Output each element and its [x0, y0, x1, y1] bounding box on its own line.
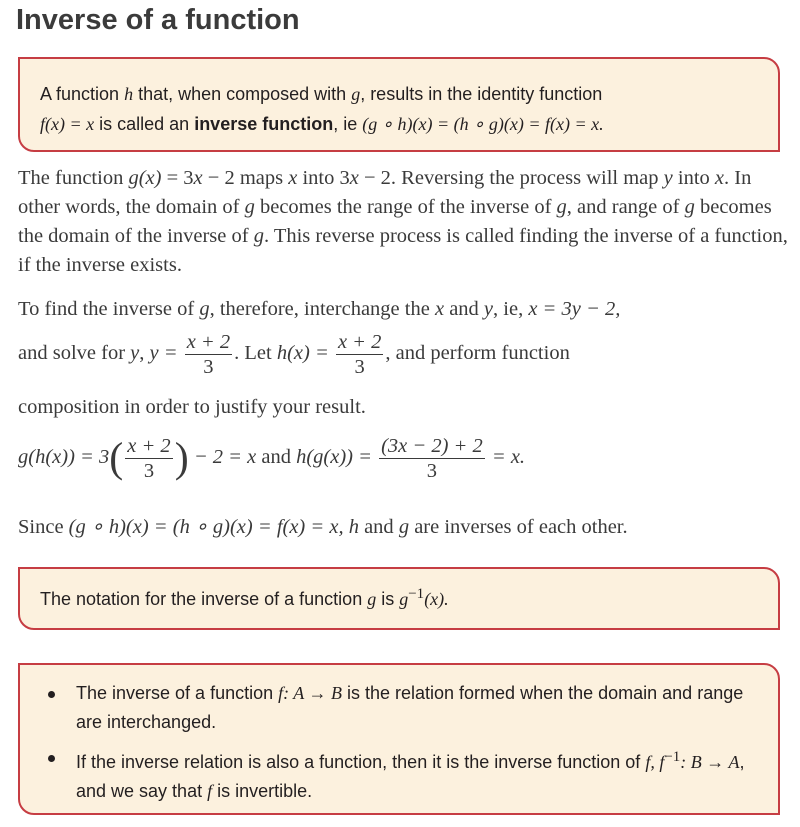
definition-line-1: A function h that, when composed with g, results in the identity function: [40, 84, 603, 104]
paragraph-find-inverse-line-3: composition in order to justify your result.: [18, 396, 366, 418]
composition-equation: g(h(x)) = 3( $\frac{x + 2}{3}$ ) − 2 = x and h(g(x)) = $\frac{(3x - 2) + 2}{3}$ = x.: [18, 435, 526, 482]
paragraph-domain-range: The function g(x) = 3x − 2 maps x into 3x − 2. Reversing the process will map y into x. In other words, the domain of g becomes the range of the inverse of g, and range of g becomes the domain of the inverse of g. This reverse process is called finding the inverse of a function, if the inverse exists.: [18, 167, 788, 276]
fraction-y: $\frac{x + 2}{3}$: [186, 331, 231, 378]
definition-box: [18, 57, 780, 152]
page-title: Inverse of a function: [16, 4, 300, 36]
paragraph-find-inverse-line-1: To find the inverse of g, therefore, interchange the x and y, ie, x = 3y − 2,: [18, 298, 621, 320]
paragraph-find-inverse-line-2: and solve for y, y = $\frac{x + 2}{3}$ . Let h(x) = $\frac{x + 2}{3}$ , and perform function: [18, 331, 570, 378]
definition-line-2: f(x) = x is called an inverse function, ie (g ∘ h)(x) = (h ∘ g)(x) = f(x) = x.: [40, 114, 604, 134]
fraction-composition-2: $\frac{(3x - 2) + 2}{3}$: [381, 435, 483, 482]
conclusion-line: Since (g ∘ h)(x) = (h ∘ g)(x) = f(x) = x, h and g are inverses of each other.: [18, 516, 628, 538]
notation-box: The notation for the inverse of a function g is $g^{-1}(x)$.: [18, 567, 780, 630]
list-item: The inverse of a function f: A → B is the relation formed when the domain and range are interchanged.: [76, 679, 758, 737]
list-item: If the inverse relation is also a function, then it is the inverse function of f, $f^{-1}$: B → A, and we say that f is invertible.: [76, 743, 758, 806]
fraction-composition-1: $\frac{x + 2}{3}$: [127, 435, 171, 482]
fraction-hx: $\frac{x + 2}{3}$: [337, 331, 382, 378]
inverse-function-term: inverse function: [194, 114, 334, 134]
summary-box: [18, 663, 780, 815]
